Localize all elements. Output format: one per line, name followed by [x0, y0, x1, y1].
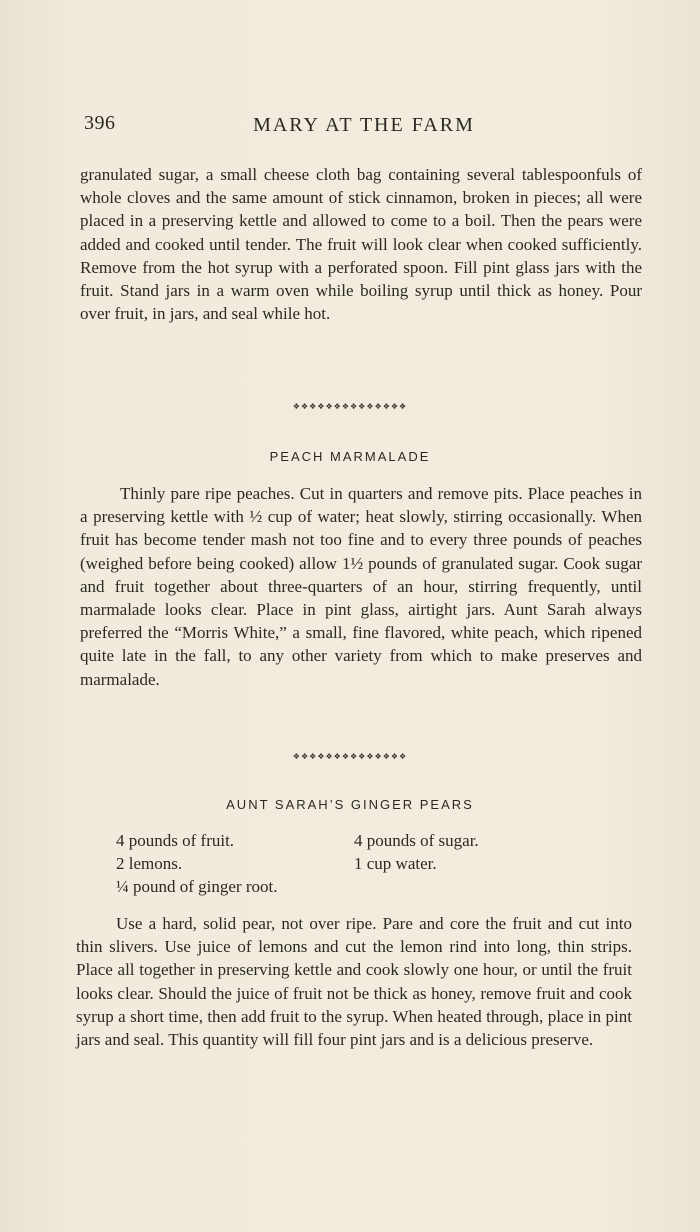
ingredient-item: 4 pounds of sugar.	[354, 831, 479, 850]
ornament-divider-icon: ❖❖❖❖❖❖❖❖❖❖❖❖❖❖	[292, 752, 408, 761]
peach-marmalade-heading: PEACH MARMALADE	[269, 449, 431, 464]
ginger-pears-text	[76, 912, 632, 1051]
peach-marmalade-paragraph: Thinly pare ripe peaches. Cut in quarters and remove pits. Place peaches in a preserving kettle with ½ cup of water; heat slowly, stirring occasionally. When fruit has become tender mash not too fine and to every three pounds of peaches (weighed before being cooked) allow 1½ pounds of granulated sugar. Cook sugar and fruit together about three-quarters of an hour, stirring frequently, until marmalade looks clear. Place in pint glass, airtight jars. Aunt Sarah always preferred the “Morris White,” a small, fine flavored, white peach, which ripened quite late in the fall, to any other variety from which to make preserves and marmalade.	[80, 484, 642, 689]
continued-paragraph: granulated sugar, a small cheese cloth bag containing several tablespoonfuls of whole cloves and the same amount of stick cinnamon, broken in pieces; all were placed in a preserving kettle and allowed to come to a boil. Then the pears were added and cooked until tender. The fruit will look clear when cooked sufficiently. Remove from the hot syrup with a perforated spoon. Fill pint glass jars with the fruit. Stand jars in a warm oven while boiling syrup until thick as honey. Pour over fruit, in jars, and seal while hot.	[80, 165, 642, 324]
ginger-pears-paragraph: Use a hard, solid pear, not over ripe. Pare and core the fruit and cut into thin slivers. Use juice of lemons and cut the lemon rind into long, thin strips. Place all together in preserving kettle and cook slowly one hour, or until the fruit looks clear. Should the juice of fruit not be thick as honey, remove fruit and cook syrup a short time, then add fruit to the syrup. When heated through, place in pint jars and seal. This quantity will fill four pint jars and is a delicious preserve.	[76, 914, 632, 1050]
running-title: MARY AT THE FARM	[253, 114, 475, 136]
peach-marmalade-text	[80, 482, 642, 691]
page-number: 396	[84, 112, 116, 134]
ornament-divider-icon: ❖❖❖❖❖❖❖❖❖❖❖❖❖❖	[292, 402, 408, 411]
ingredient-column-left	[116, 829, 346, 898]
ingredient-column-right	[354, 829, 544, 875]
ingredient-item: ¼ pound of ginger root.	[116, 877, 278, 896]
ingredient-item: 2 lemons.	[116, 854, 183, 873]
ingredient-item: 4 pounds of fruit.	[116, 831, 235, 850]
running-head	[84, 112, 644, 140]
continued-recipe-text	[80, 163, 642, 325]
ingredient-item: 1 cup water.	[354, 854, 437, 873]
ginger-pears-heading: AUNT SARAH’S GINGER PEARS	[226, 797, 474, 812]
